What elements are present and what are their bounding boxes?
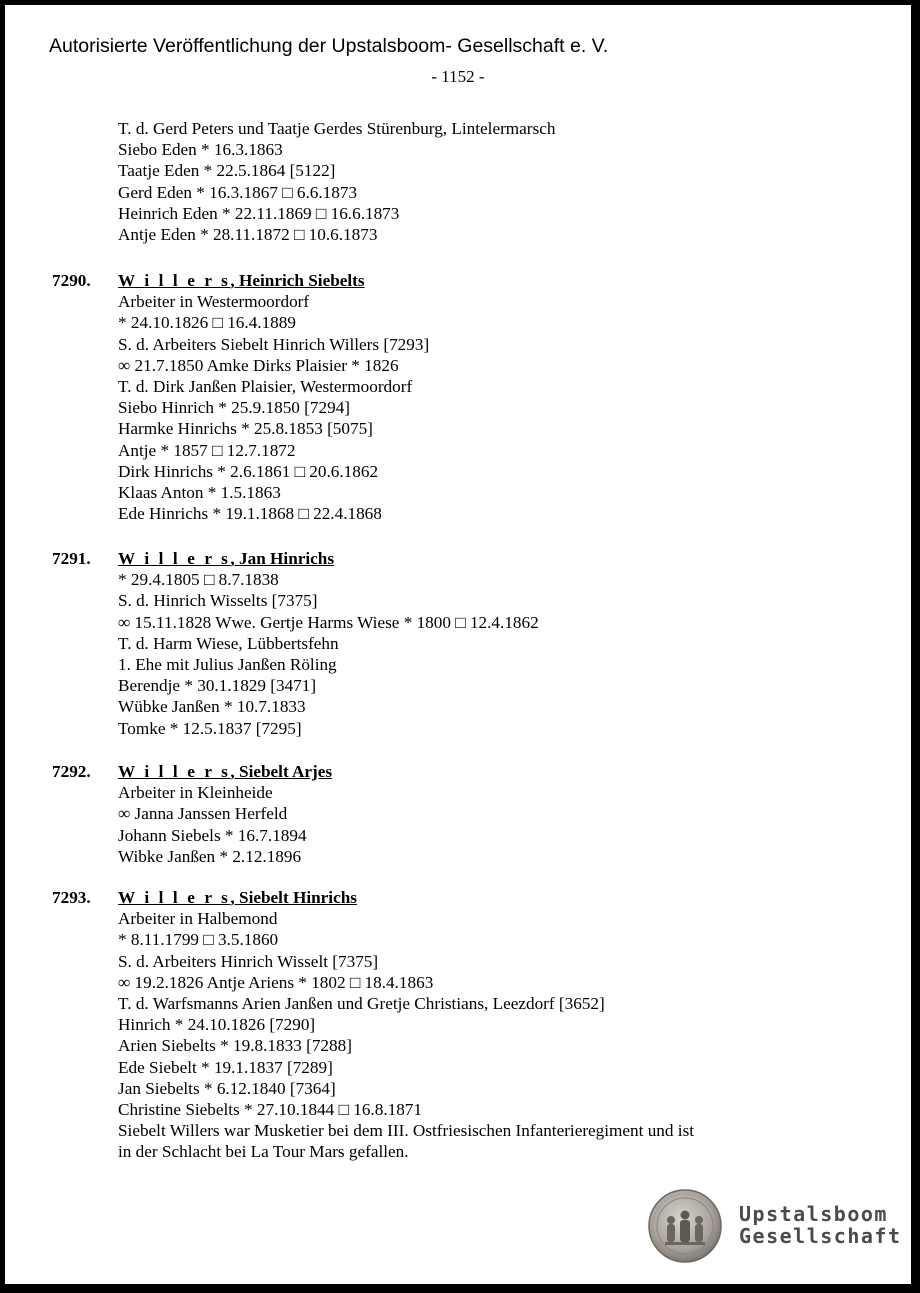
entry-line: Tomke * 12.5.1837 [7295] [118, 718, 302, 738]
entry-line: Hinrich * 24.10.1826 [7290] [118, 1015, 316, 1035]
page-number: - 1152 - [431, 67, 485, 86]
entry-line: Harmke Hinrichs * 25.8.1853 [5075] [118, 419, 373, 439]
logo-line-2: Gesellschaft [739, 1224, 902, 1248]
entry-line: Ede Hinrichs * 19.1.1868 □ 22.4.1868 [118, 504, 382, 524]
entry-line: Antje * 1857 □ 12.7.1872 [118, 440, 296, 460]
logo-line-1: Upstalsboom [739, 1202, 888, 1226]
entry-line: ∞ 15.11.1828 Wwe. Gertje Harms Wiese * 1800 □ 12.4.1862 [118, 612, 539, 632]
entry-line: T. d. Harm Wiese, Lübbertsfehn [118, 633, 339, 653]
intro-block [118, 118, 555, 245]
intro-line: Heinrich Eden * 22.11.1869 □ 16.6.1873 [118, 203, 400, 223]
entry-given-name: , Siebelt Hinrichs [230, 888, 357, 907]
intro-line: Siebo Eden * 16.3.1863 [118, 140, 283, 160]
entry-line: Klaas Anton * 1.5.1863 [118, 483, 281, 503]
intro-line: Gerd Eden * 16.3.1867 □ 6.6.1873 [118, 182, 358, 202]
entry-line: S. d. Hinrich Wisselts [7375] [118, 591, 318, 611]
entry-body [118, 761, 332, 867]
entry-number: 7293. [52, 888, 91, 907]
entry-line: Wübke Janßen * 10.7.1833 [118, 697, 306, 717]
entry-line: Ede Siebelt * 19.1.1837 [7289] [118, 1057, 333, 1077]
entry-line: Arbeiter in Westermoordorf [118, 292, 310, 312]
entry-given-name: , Siebelt Arjes [230, 762, 333, 781]
entry-name [118, 887, 694, 908]
entry-line: Christine Siebelts * 27.10.1844 □ 16.8.1871 [118, 1100, 422, 1120]
entry-surname: W i l l e r s [118, 271, 231, 290]
entry-line: T. d. Warfsmanns Arien Janßen und Gretje Christians, Leezdorf [3652] [118, 994, 605, 1014]
entry-surname: W i l l e r s [118, 888, 231, 907]
entry-body [118, 887, 694, 1163]
document-page [5, 5, 911, 1284]
entry-number: 7290. [52, 271, 91, 290]
entry-surname: W i l l e r s [118, 549, 231, 568]
intro-line: Antje Eden * 28.11.1872 □ 10.6.1873 [118, 225, 378, 245]
entry-line: Arien Siebelts * 19.8.1833 [7288] [118, 1036, 352, 1056]
society-logo [647, 1188, 902, 1268]
entry-line: ∞ 21.7.1850 Amke Dirks Plaisier * 1826 [118, 355, 399, 375]
entry-name [118, 270, 429, 291]
entry-line: Wibke Janßen * 2.12.1896 [118, 846, 302, 866]
intro-line: T. d. Gerd Peters und Taatje Gerdes Stürenburg, Lintelermarsch [118, 119, 556, 138]
entry-given-name: , Jan Hinrichs [230, 549, 335, 568]
logo-text [739, 1203, 902, 1247]
seal-icon [647, 1188, 723, 1264]
entry-name [118, 548, 539, 569]
entry-body [118, 548, 539, 739]
entry-line: T. d. Dirk Janßen Plaisier, Westermoordorf [118, 377, 413, 397]
entry-surname: W i l l e r s [118, 762, 231, 781]
entry-number: 7291. [52, 549, 91, 568]
entry-line: 1. Ehe mit Julius Janßen Röling [118, 655, 337, 675]
entry-line: Siebelt Willers war Musketier bei dem III. Ostfriesischen Infanterieregiment und ist [118, 1121, 695, 1141]
entry-line: Dirk Hinrichs * 2.6.1861 □ 20.6.1862 [118, 461, 379, 481]
entry-line: S. d. Arbeiters Hinrich Wisselt [7375] [118, 951, 379, 971]
entry-line: Berendje * 30.1.1829 [3471] [118, 676, 317, 696]
entry-line: ∞ 19.2.1826 Antje Ariens * 1802 □ 18.4.1863 [118, 972, 434, 992]
entry-line: * 24.10.1826 □ 16.4.1889 [118, 313, 296, 333]
entry-given-name: , Heinrich Siebelts [230, 271, 365, 290]
entry-line: ∞ Janna Janssen Herfeld [118, 804, 288, 824]
entry-line: S. d. Arbeiters Siebelt Hinrich Willers [7293] [118, 334, 430, 354]
entry-line: * 29.4.1805 □ 8.7.1838 [118, 570, 279, 590]
entry-line: Johann Siebels * 16.7.1894 [118, 825, 307, 845]
header-title: Autorisierte Veröffentlichung der Upstalsboom- Gesellschaft e. V. [49, 35, 609, 57]
entry-line: Arbeiter in Kleinheide [118, 783, 273, 803]
entry-line: * 8.11.1799 □ 3.5.1860 [118, 930, 279, 950]
entry-line: in der Schlacht bei La Tour Mars gefallen. [118, 1142, 409, 1162]
entry-line: Jan Siebelts * 6.12.1840 [7364] [118, 1078, 336, 1098]
entry-name [118, 761, 332, 782]
entry-body [118, 270, 429, 524]
intro-line: Taatje Eden * 22.5.1864 [5122] [118, 161, 336, 181]
entry-line: Siebo Hinrich * 25.9.1850 [7294] [118, 398, 351, 418]
entry-line: Arbeiter in Halbemond [118, 909, 278, 929]
entry-number: 7292. [52, 762, 91, 781]
